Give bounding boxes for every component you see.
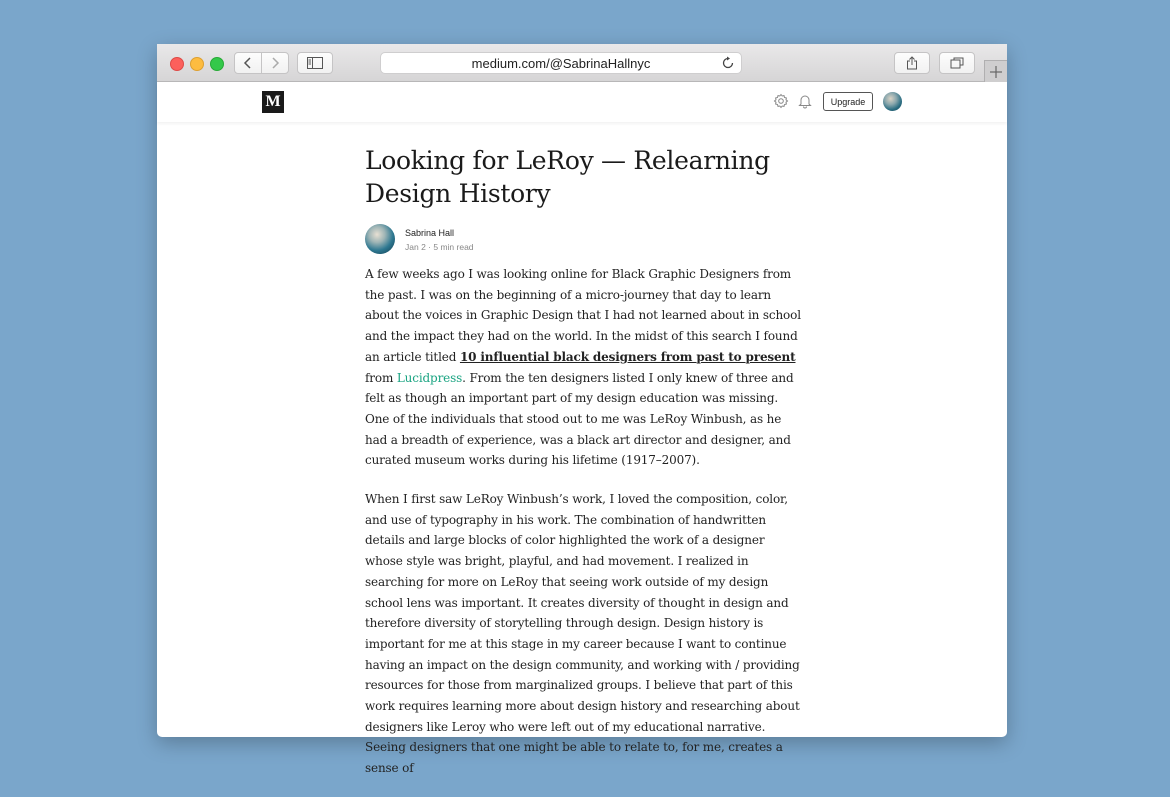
upgrade-button[interactable]: Upgrade xyxy=(823,92,873,111)
author-name[interactable]: Sabrina Hall xyxy=(405,228,455,238)
share-icon xyxy=(906,56,918,70)
read-time: 5 min read xyxy=(433,242,474,252)
byline xyxy=(365,224,805,264)
reload-icon[interactable] xyxy=(721,56,735,70)
address-bar[interactable] xyxy=(380,52,742,74)
paragraph-1-text-a: A few weeks ago I was looking online for Black Graphic Designers from the past. I was on the beginning of a micro-journey that day to learn about the voices in Graphic Design that I had not learned about in school and the impact they had on the world. In the midst of this search I found an article titled xyxy=(365,267,801,364)
new-tab-button[interactable] xyxy=(984,60,1007,82)
close-window-button[interactable] xyxy=(170,57,184,71)
minimize-window-button[interactable] xyxy=(190,57,204,71)
lucidpress-link[interactable]: Lucidpress xyxy=(396,370,463,385)
share-button[interactable] xyxy=(894,52,930,74)
article-link[interactable]: 10 influential black designers from past to present xyxy=(459,349,796,364)
browser-toolbar xyxy=(157,44,1007,82)
site-header xyxy=(157,82,1007,122)
paragraph-1-text-c: . From the ten designers listed I only knew of three and felt as though an important part of my design education was missing. One of the individuals that stood out to me was LeRoy Winbush, as he had a breadth of experience, was a black art director and designer, and curated museum works during his lifetime (1917–2007). xyxy=(365,370,794,468)
sidebar-icon xyxy=(307,57,323,69)
medium-logo[interactable]: M xyxy=(262,91,284,113)
chevron-right-icon xyxy=(270,57,280,69)
paragraph-1 xyxy=(365,264,805,471)
article-meta xyxy=(405,242,474,252)
bell-icon[interactable] xyxy=(798,93,812,109)
url-text: medium.com/@SabrinaHallnyc xyxy=(471,55,651,71)
paragraph-2: When I first saw LeRoy Winbush’s work, I loved the composition, color, and use of typography in his work. The combination of handwritten details and large blocks of color highlighted the work of a designer whose style was bright, playful, and had movement. I realized in searching for more on LeRoy that seeing work outside of my design school lens was important. It creates diversity of thought in design and therefore diversity of storytelling through design. Design history is important for me at this stage in my career because I want to continue having an impact on the design community, and working with / providing resources for those from marginalized groups. I believe that part of this work requires learning more about design history and researching about designers like Leroy who were left out of my educational narrative. Seeing designers that one might be able to relate to, for me, creates a sense of xyxy=(365,492,800,776)
forward-button[interactable] xyxy=(261,52,289,74)
chevron-left-icon xyxy=(243,57,253,69)
back-button[interactable] xyxy=(234,52,262,74)
user-avatar[interactable] xyxy=(883,92,902,111)
browser-window xyxy=(157,44,1007,776)
author-avatar[interactable] xyxy=(365,224,395,254)
maximize-window-button[interactable] xyxy=(210,57,224,71)
tabs-icon xyxy=(950,57,964,69)
sidebar-toggle-button[interactable] xyxy=(297,52,333,74)
article-title: Looking for LeRoy — Relearning Design History xyxy=(365,146,770,208)
gear-icon[interactable] xyxy=(773,93,789,109)
publish-date: Jan 2 xyxy=(405,242,426,252)
paragraph-1-text-b: from xyxy=(365,370,397,385)
show-tabs-button[interactable] xyxy=(939,52,975,74)
article xyxy=(365,144,805,797)
meta-separator: · xyxy=(425,242,434,252)
plus-icon xyxy=(990,66,1002,78)
